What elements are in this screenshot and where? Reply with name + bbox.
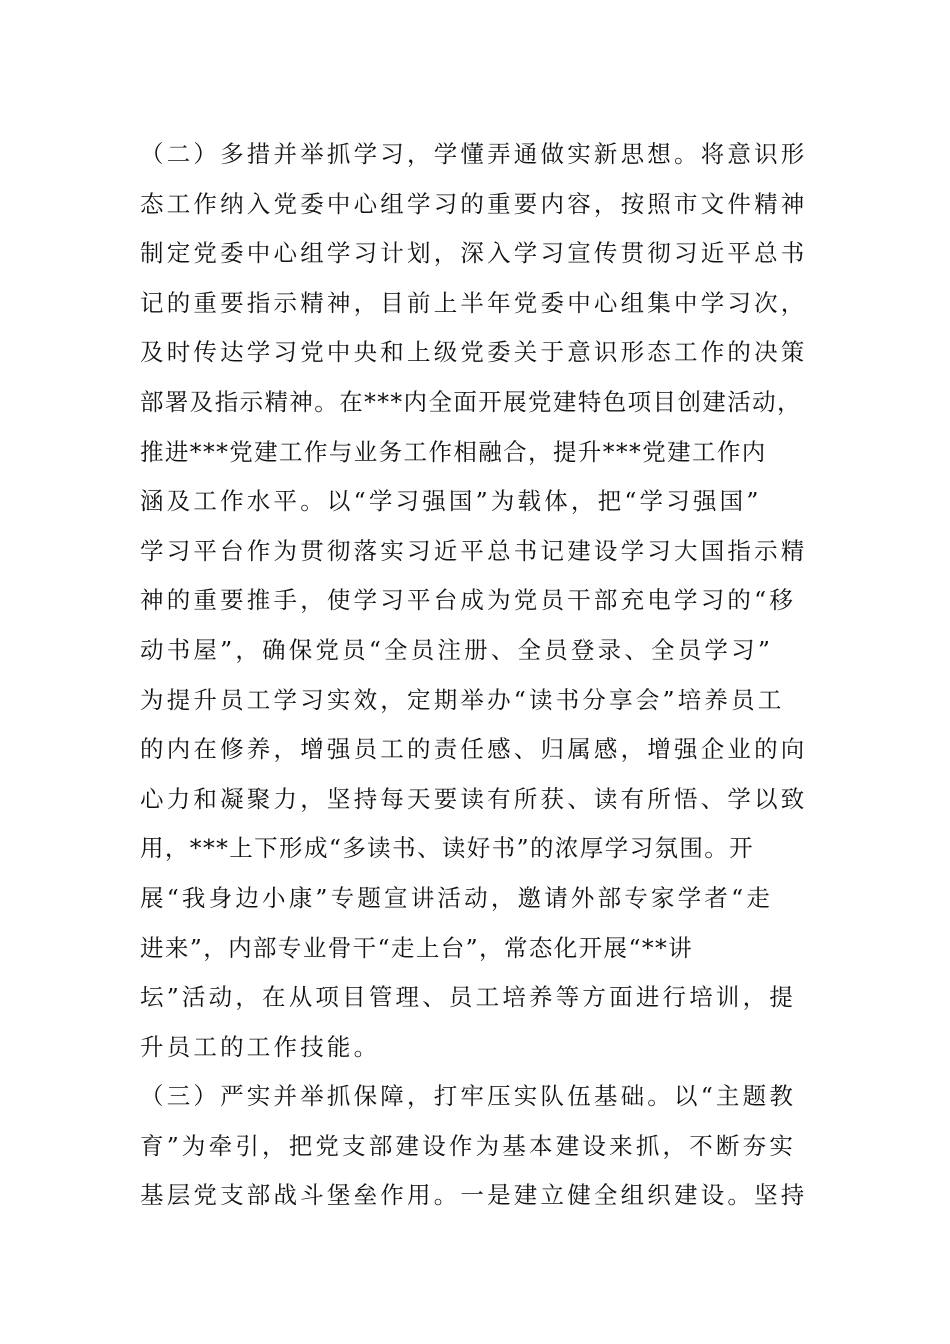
text-line: 的内在修养，增强员工的责任感、归属感，增强企业的向 <box>140 735 808 764</box>
section-heading-line: （三）严实并举抓保障，打牢压实队伍基础。以“主题教 <box>140 1082 797 1111</box>
text-line: 升员工的工作技能。 <box>140 1032 381 1061</box>
text-line: 为提升员工学习实效，定期举办“读书分享会”培养员工 <box>140 685 785 714</box>
text-line: 用，***上下形成“多读书、读好书”的浓厚学习氛围。开 <box>140 834 755 863</box>
text-line: （二）多措并举抓学习，学懂弄通做实新思想。将意识形 <box>140 140 808 168</box>
text-line: 动书屋”，确保党员“全员注册、全员登录、全员学习” <box>140 635 774 664</box>
text-line: 涵及工作水平。以“学习强国”为载体，把“学习强国” <box>140 487 762 516</box>
text-line: 育”为牵引，把党支部建设作为基本建设来抓，不断夯实 <box>140 1131 797 1160</box>
body-text <box>140 130 840 1221</box>
text-line: 制定党委中心组学习计划，深入学习宣传贯彻习近平总书 <box>140 239 808 268</box>
text-line: 态工作纳入党委中心组学习的重要内容，按照市文件精神 <box>140 189 808 218</box>
text-line: 进来”，内部专业骨干“走上台”，常态化开展“**讲 <box>140 933 694 962</box>
text-line: 推进***党建工作与业务工作相融合，提升***党建工作内 <box>140 437 767 466</box>
text-line: 及时传达学习党中央和上级党委关于意识形态工作的决策 <box>140 338 808 367</box>
text-line: 基层党支部战斗堡垒作用。一是建立健全组织建设。坚持 <box>140 1181 808 1210</box>
text-line: 坛”活动，在从项目管理、员工培养等方面进行培训，提 <box>140 983 797 1012</box>
text-line: 记的重要指示精神，目前上半年党委中心组集中学习次， <box>140 288 808 317</box>
text-line: 神的重要推手，使学习平台成为党员干部充电学习的“移 <box>140 586 797 615</box>
text-line: 心力和凝聚力，坚持每天要读有所获、读有所悟、学以致 <box>140 784 808 813</box>
text-line: 展“我身边小康”专题宣讲活动，邀请外部专家学者“走 <box>140 883 774 912</box>
text-line: 部署及指示精神。在***内全面开展党建特色项目创建活动， <box>140 387 802 416</box>
text-line: 学习平台作为贯彻落实习近平总书记建设学习大国指示精 <box>140 536 808 565</box>
